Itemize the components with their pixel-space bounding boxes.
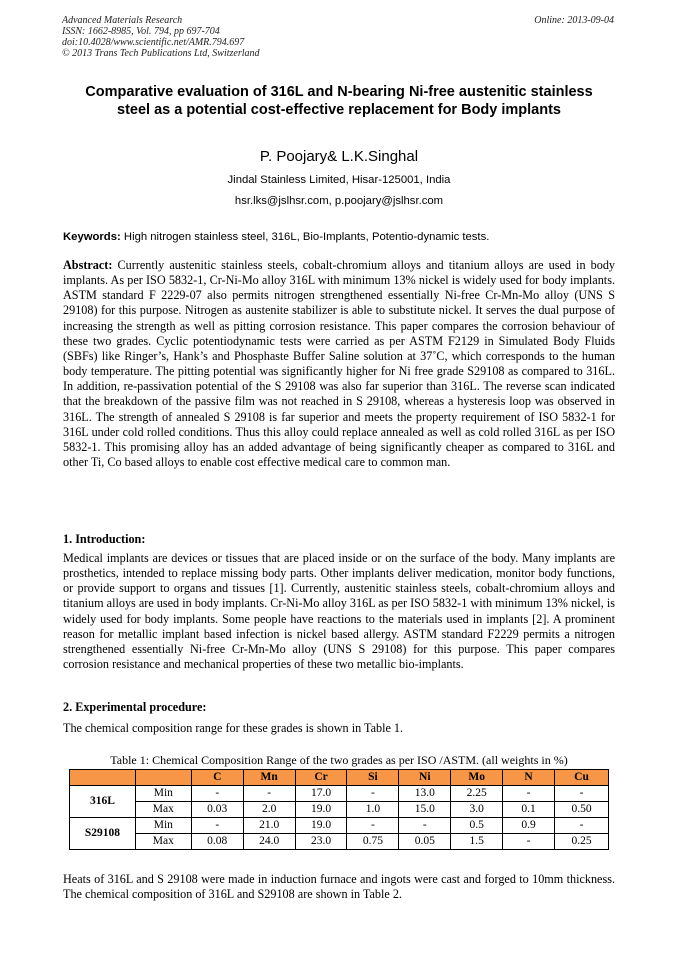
table-header-cell: [70, 770, 136, 786]
value-cell: -: [347, 818, 399, 834]
value-cell: -: [399, 818, 451, 834]
journal-doi: doi:10.4028/www.scientific.net/AMR.794.697: [62, 37, 245, 48]
value-cell: 3.0: [451, 802, 503, 818]
table-row: [70, 802, 609, 818]
value-cell: 23.0: [295, 834, 347, 850]
journal-name: Advanced Materials Research: [62, 15, 183, 26]
keywords-label: Keywords:: [63, 231, 121, 243]
table-header-cell: Mo: [451, 770, 503, 786]
journal-issn: ISSN: 1662-8985, Vol. 794, pp 697-704: [62, 26, 220, 37]
value-cell: 15.0: [399, 802, 451, 818]
value-cell: 21.0: [243, 818, 295, 834]
journal-header: [62, 15, 260, 59]
journal-copyright: © 2013 Trans Tech Publications Ltd, Switzerland: [62, 48, 260, 59]
value-cell: 0.9: [503, 818, 555, 834]
abstract-label: Abstract:: [63, 258, 113, 272]
value-cell: -: [243, 786, 295, 802]
value-cell: 1.5: [451, 834, 503, 850]
value-cell: 0.05: [399, 834, 451, 850]
experimental-heading: 2. Experimental procedure:: [63, 700, 207, 714]
value-cell: -: [503, 834, 555, 850]
grade-cell: 316L: [70, 786, 136, 818]
value-cell: -: [503, 786, 555, 802]
range-label-cell: Max: [135, 834, 191, 850]
value-cell: 17.0: [295, 786, 347, 802]
value-cell: 2.25: [451, 786, 503, 802]
table-header-cell: Cr: [295, 770, 347, 786]
value-cell: 0.03: [191, 802, 243, 818]
table-header-cell: Ni: [399, 770, 451, 786]
paper-email: hsr.lks@jslhsr.com, p.poojary@jslhsr.com: [234, 195, 444, 207]
table-header-row: [70, 770, 609, 786]
paper-title: Comparative evaluation of 316L and N-bearing Ni-free austenitic stainless steel as a potential cost-effective replacement for Body implants: [85, 84, 593, 118]
table-row: [70, 818, 609, 834]
composition-table: [69, 769, 609, 850]
value-cell: 1.0: [347, 802, 399, 818]
keywords-text: High nitrogen stainless steel, 316L, Bio-Implants, Potentio-dynamic tests.: [123, 231, 490, 243]
value-cell: 19.0: [295, 818, 347, 834]
value-cell: 24.0: [243, 834, 295, 850]
value-cell: 19.0: [295, 802, 347, 818]
abstract: [63, 258, 615, 470]
intro-heading: 1. Introduction:: [63, 532, 146, 546]
table-row: [70, 786, 609, 802]
value-cell: -: [555, 786, 609, 802]
value-cell: -: [555, 818, 609, 834]
online-date: Online: 2013-09-04: [534, 15, 614, 26]
value-cell: 2.0: [243, 802, 295, 818]
value-cell: 0.50: [555, 802, 609, 818]
value-cell: -: [347, 786, 399, 802]
value-cell: -: [191, 786, 243, 802]
grade-cell: S29108: [70, 818, 136, 850]
abstract-text: Currently austenitic stainless steels, cobalt-chromium alloys and titanium alloys are used in body implants. As per ISO 5832-1, Cr-Ni-Mo alloy 316L with minimum 13% nickel is widely used for body implants. ASTM standard F 2229-07 also permits nitrogen strengthened essentially Ni-free Cr-Mn-Mo alloy (UNS S 29108) for this purpose. Nitrogen as austenite stabilizer is able to substitute nickel. It serves the dual purpose of increasing the strength as well as pitting corrosion resistance. This paper compares the corrosion behaviour of these two grades. Cyclic potentiodynamic tests were carried as per ASTM F2129 in Simulated Body Fluids (SBFs) like Ringer’s, Hank’s and Phosphaste Buffer Saline solution at 37˚C, which corresponds to the human body temperature. The pitting potential was significantly higher for Ni free grade S29108 as compared to 316L. In addition, re-passivation potential of the S 29108 was also far superior than 316L. The reverse scan indicated that the breakdown of the passive film was not reached in S 29108, whereas a hysteresis loop was observed in 316L. The strength of annealed S 29108 is far superior and meets the property requirement of ISO 5832-1 for 316L under cold rolled conditions. Thus this alloy could replace annealed as well as cold rolled 316L as per ISO 5832-1. This promising alloy has an added advantage of being significantly cheaper as compared to 316L and other Ti, Co based alloys to enable cost effective medical care to common man.: [63, 258, 616, 470]
value-cell: 13.0: [399, 786, 451, 802]
value-cell: 0.75: [347, 834, 399, 850]
value-cell: 0.5: [451, 818, 503, 834]
value-cell: 0.25: [555, 834, 609, 850]
range-label-cell: Min: [135, 818, 191, 834]
table-header-cell: Cu: [555, 770, 609, 786]
table-row: [70, 834, 609, 850]
experimental-text: The chemical composition range for these grades is shown in Table 1.: [63, 721, 404, 735]
range-label-cell: Max: [135, 802, 191, 818]
value-cell: -: [191, 818, 243, 834]
range-label-cell: Min: [135, 786, 191, 802]
table-header-cell: Si: [347, 770, 399, 786]
paper-authors: P. Poojary& L.K.Singhal: [259, 148, 419, 165]
composition-table-body: [70, 770, 609, 850]
after-table-text: Heats of 316L and S 29108 were made in induction furnace and ingots were cast and forged to 10mm thickness. The chemical composition of 316L and S29108 are shown in Table 2.: [63, 872, 615, 902]
table-header-cell: C: [191, 770, 243, 786]
table-header-cell: Mn: [243, 770, 295, 786]
keywords: [63, 230, 615, 244]
value-cell: 0.1: [503, 802, 555, 818]
value-cell: 0.08: [191, 834, 243, 850]
table1-caption: Table 1: Chemical Composition Range of the two grades as per ISO /ASTM. (all weights in %): [110, 753, 568, 767]
paper-affiliation: Jindal Stainless Limited, Hisar-125001, India: [227, 174, 451, 186]
table-header-cell: N: [503, 770, 555, 786]
intro-text: Medical implants are devices or tissues that are placed inside or on the surface of the body. Many implants are prosthetics, intended to replace missing body parts. Other implants deliver medication, monitor body functions, or provide support to organs and tissues [1]. Currently, austenitic stainless steels, cobalt-chromium alloys and titanium alloys are used in body implants. Cr-Ni-Mo alloy 316L as per ISO 5832-1 with minimum 13% nickel, is widely used for body implants. Some people have reactions to the materials used in implants [2]. A prominent reason for metallic implant based infection is nickel based allergy. ASTM standard F2229 permits a nitrogen strengthened essentially Ni-free Cr-Mn-Mo alloy (UNS S 29108) for this purpose. This paper compares corrosion resistance and mechanical properties of these two metallic bio-implants.: [63, 551, 615, 672]
table-header-cell: [135, 770, 191, 786]
